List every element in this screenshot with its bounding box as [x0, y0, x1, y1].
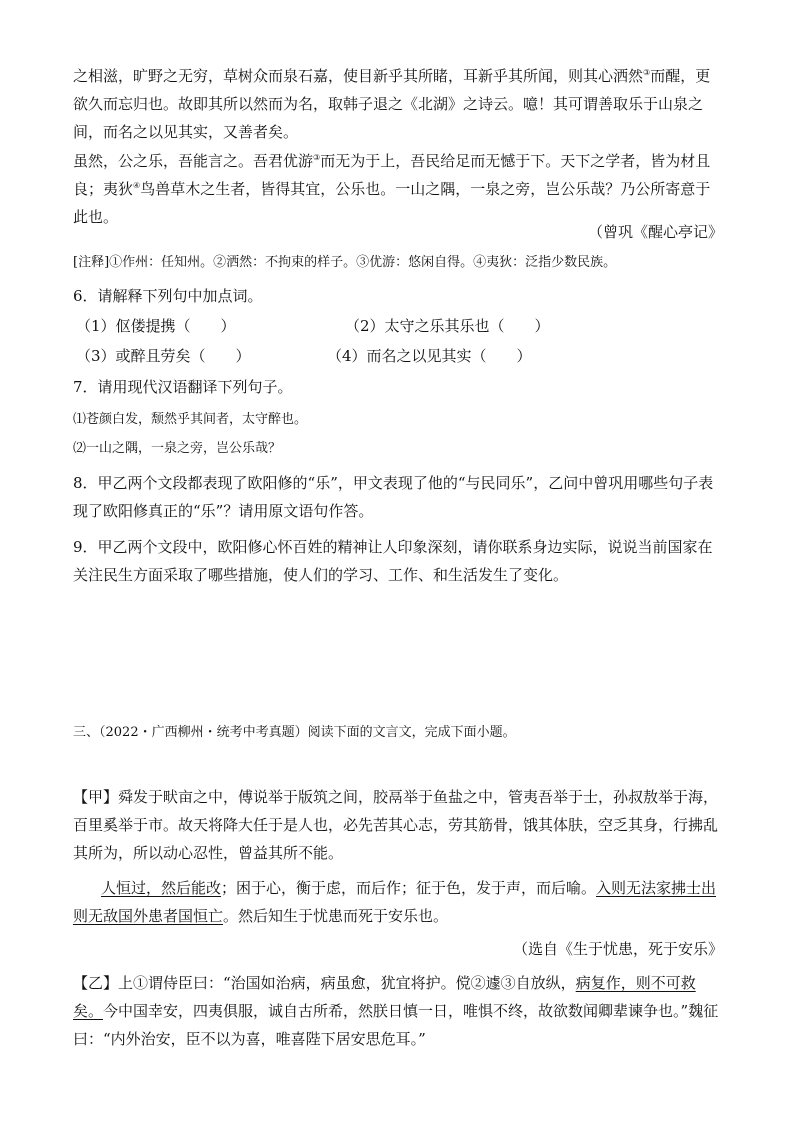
question-6-option-3: （3）或醉且劳矣（ ） [76, 347, 251, 365]
footnote-marker: ③ [643, 68, 651, 77]
passage-b-paragraph-1 [73, 62, 723, 146]
question-6-option-1: （1）伛偻提携（ ） [76, 317, 236, 335]
passage-text: ；困于心，衡于虑，而后作；征于色，发于声，而后喻。 [221, 879, 597, 897]
passage-text: 虽然，公之乐，吾能言之。吾君优游 [73, 152, 314, 170]
question-6-option-4: （4）而名之以见其实（ ） [327, 347, 532, 365]
passage-text: 【乙】上①谓侍臣曰：“治国如治病，病虽愈，犹宜将护。傥②遽③自放纵， [73, 974, 576, 992]
passage-yi [73, 969, 723, 1053]
passage-b-source: （曾巩《醒心亭记》 [587, 223, 723, 241]
question-7-item-1: ⑴苍颜白发，颓然乎其间者，太守醉也。 [73, 412, 308, 427]
passage-text: 而醒，更欲久而忘归也。故即其所以然而为名，取韩子退之《北湖》之诗云。噫！其可谓善取乐于山泉之间，而名之以见其实，又善者矣。 [73, 67, 711, 141]
passage-jia-paragraph-1: 【甲】舜发于畎亩之中，傅说举于版筑之间，胶鬲举于鱼盐之中，管夷吾举于士，孙叔敖举于海，百里奚举于市。故天将降大任于是人也，必先苦其心志，劳其筋骨，饿其体肤，空乏其身，行拂乱其所为，所以动心忍性，曾益其所不能。 [73, 788, 719, 862]
section-3-heading: 三、（2022・广西柳州・统考中考真题）阅读下面的文言文，完成下面小题。 [73, 725, 516, 740]
question-7: 7．请用现代汉语翻译下列句子。 [73, 378, 293, 396]
underlined-sentence: 入则无法家拂士出则无敌国外患者国恒亡 [73, 879, 717, 925]
footnote-marker: ③ [313, 153, 321, 162]
passage-jia-source: （选自《生于忧患，死于安乐》 [512, 940, 723, 958]
passage-text: 。然后知生于忧患而死于安乐也。 [223, 907, 449, 925]
underlined-sentence: 病复作，则不可救矣。 [73, 974, 696, 1020]
passage-text: 而无为于上，吾民给足而无憾于下。天下之学者，皆为材且良；夷狄 [73, 152, 711, 198]
question-7-item-2: ⑵一山之隅，一泉之旁，岂公乐哉？ [73, 441, 282, 456]
question-6: 6．请解释下列句中加点词。 [73, 287, 263, 305]
annotation-notes: [注释]①作州：任知州。②洒然：不拘束的样子。③优游：悠闲自得。④夷狄：泛指少数民族。 [73, 255, 617, 270]
question-9: 9．甲乙两个文段中，欧阳修心怀百姓的精神让人印象深刻，请你联系身边实际，说说当前国家在关注民生方面采取了哪些措施，使人们的学习、工作、和生活发生了变化。 [73, 538, 713, 584]
passage-text: 今中国幸安，四夷俱服，诚自古所希，然朕日慎一日，唯惧不终，故欲数闻卿辈谏争也。”魏征曰：“内外治安，臣不以为喜，唯喜陛下居安思危耳。” [73, 1002, 719, 1048]
footnote-marker: ④ [133, 181, 141, 190]
passage-text: 之相滋，旷野之无穷，草树众而泉石嘉，使目新乎其所睹，耳新乎其所闻，则其心洒然 [73, 67, 644, 85]
passage-jia-paragraph-2 [73, 874, 723, 930]
question-8: 8．甲乙两个文段都表现了欧阳修的“乐”，甲文表现了他的“与民同乐”，乙问中曾巩用哪些句子表现了欧阳修真正的“乐”？请用原文语句作答。 [73, 474, 714, 520]
question-6-option-2: （2）太守之乐其乐也（ ） [345, 317, 550, 335]
passage-text: 鸟兽草木之生者，皆得其宜，公乐也。一山之隅，一泉之旁，岂公乐哉？乃公所寄意于此也。 [73, 180, 711, 226]
underlined-sentence: 人恒过，然后能改 [101, 879, 222, 897]
